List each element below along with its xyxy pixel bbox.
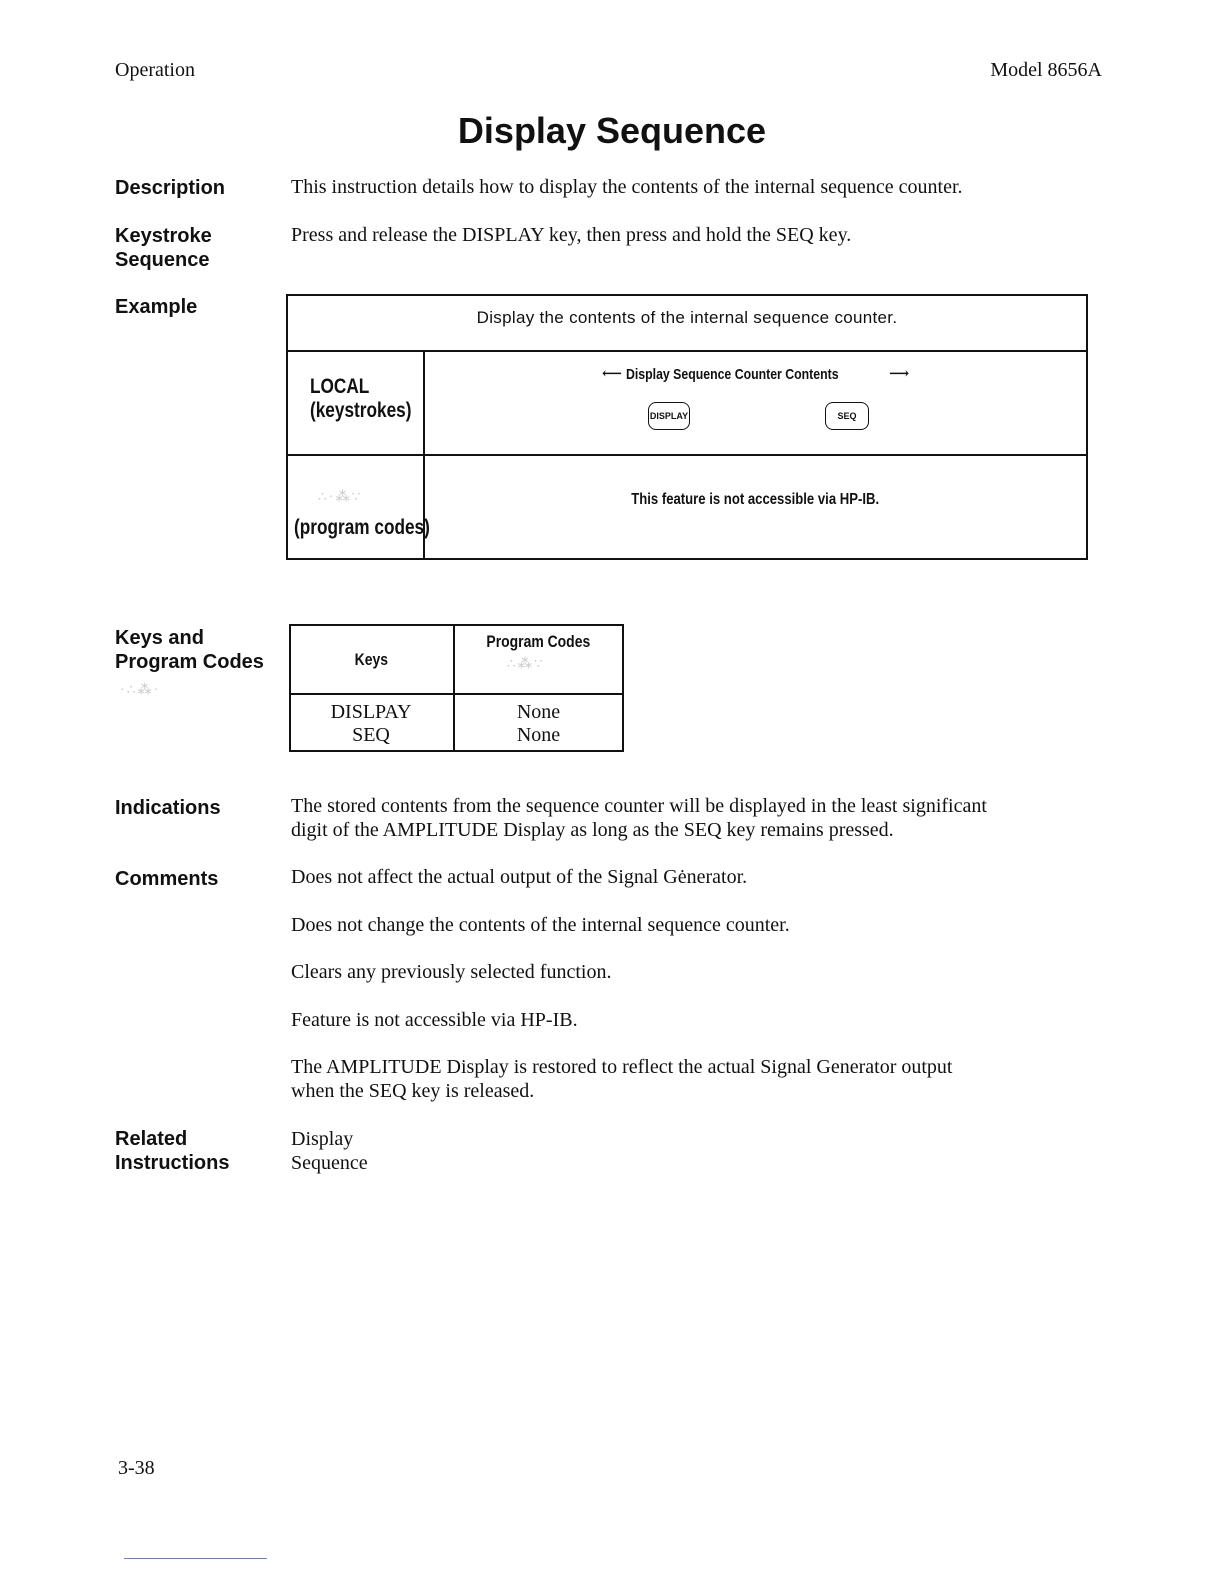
- related-item-display[interactable]: Display: [291, 1128, 354, 1150]
- flow-arrow-right-icon: ⟶: [889, 367, 910, 382]
- indications-line1: The stored contents from the sequence counter will be displayed in the least significant: [291, 795, 987, 817]
- codes-header-keys: [289, 650, 453, 670]
- keys-codes-label-line1: Keys and: [115, 627, 204, 649]
- flow-title: Display Sequence Counter Contents: [625, 366, 839, 383]
- comment-3: Clears any previously selected function.: [291, 961, 612, 983]
- indications-label: Indications: [115, 797, 221, 819]
- codes-row-1-key: DISLPAY: [330, 701, 412, 723]
- codes-table-bottom-rule: [289, 750, 624, 752]
- related-label: [115, 1127, 285, 1175]
- example-table-top-rule: [286, 294, 1088, 296]
- program-text-cell: [425, 491, 1086, 509]
- codes-row-2-code: None: [516, 724, 561, 746]
- comment-4: Feature is not accessible via HP-IB.: [291, 1009, 578, 1031]
- comment-5: [291, 1055, 1106, 1103]
- codes-row-1-code: None: [516, 701, 561, 723]
- codes-table-header-rule: [289, 693, 624, 695]
- page-title: Display Sequence: [457, 110, 767, 151]
- keystroke-label-line1: Keystroke: [115, 225, 212, 247]
- running-header-left: Operation: [115, 59, 195, 81]
- flow-arrow-left-icon: ⟵: [601, 367, 622, 382]
- indications-line2: digit of the AMPLITUDE Display as long as the SEQ key remains pressed.: [291, 819, 894, 841]
- related-label-line1: Related: [115, 1128, 188, 1150]
- example-table-right-rule: [1086, 294, 1088, 560]
- example-table-left-rule: [286, 294, 288, 560]
- example-table-rule-1: [286, 350, 1088, 352]
- keystroke-text: Press and release the DISPLAY key, then press and hold the SEQ key.: [291, 224, 852, 246]
- page-number: 3-38: [118, 1457, 155, 1479]
- codes-table-top-rule: [289, 624, 624, 626]
- example-caption: Display the contents of the internal sequence counter.: [476, 308, 898, 327]
- related-list: [291, 1127, 1106, 1175]
- indications-text: [291, 794, 1106, 842]
- program-codes-label: (program codes): [294, 516, 430, 539]
- description-label: Description: [115, 177, 226, 199]
- program-text: This feature is not accessible via HP-IB.: [631, 491, 880, 508]
- codes-row-2-key: SEQ: [352, 724, 390, 746]
- codes-header-keys-text: Keys: [354, 650, 388, 669]
- codes-table-right-rule: [622, 624, 624, 752]
- description-text: This instruction details how to display the contents of the internal sequence counter.: [291, 176, 963, 198]
- example-label: Example: [115, 296, 198, 318]
- keystroke-label: [115, 224, 285, 272]
- faded-smudge-2: ·∴⁂·: [120, 683, 161, 698]
- comments-label: Comments: [115, 868, 219, 890]
- comment-5-line2: when the SEQ key is released.: [291, 1080, 535, 1102]
- comment-2: Does not change the contents of the internal sequence counter.: [291, 914, 790, 936]
- keys-codes-label: [115, 626, 290, 674]
- running-header-right: Model 8656A: [990, 59, 1102, 81]
- seq-key-icon: SEQ: [825, 402, 869, 430]
- faded-smudge: ∴·⁂∵: [318, 490, 363, 505]
- local-label: LOCAL: [310, 375, 370, 398]
- codes-header-program-codes-text: Program Codes: [486, 632, 591, 651]
- example-table-rule-2: [286, 454, 1088, 456]
- flow-title-row: [425, 366, 1086, 383]
- comment-1: Does not affect the actual output of the Signal Gėnerator.: [291, 866, 748, 888]
- display-key-icon: DISPLAY: [648, 402, 690, 430]
- related-item-sequence[interactable]: Sequence: [291, 1152, 368, 1174]
- related-label-line2: Instructions: [115, 1152, 230, 1174]
- keys-codes-label-line2: Program Codes: [115, 651, 264, 673]
- codes-table: [289, 624, 624, 752]
- footer-rule: [124, 1558, 267, 1559]
- example-table: [286, 294, 1088, 560]
- comment-5-line1: The AMPLITUDE Display is restored to reflect the actual Signal Generator output: [291, 1056, 953, 1078]
- keystroke-label-line2: Sequence: [115, 249, 210, 271]
- faded-smudge-3: ∴⁂∵: [507, 657, 545, 672]
- keystrokes-label: (keystrokes): [310, 399, 412, 422]
- codes-header-program-codes: [455, 632, 622, 652]
- example-table-bottom-rule: [286, 558, 1088, 560]
